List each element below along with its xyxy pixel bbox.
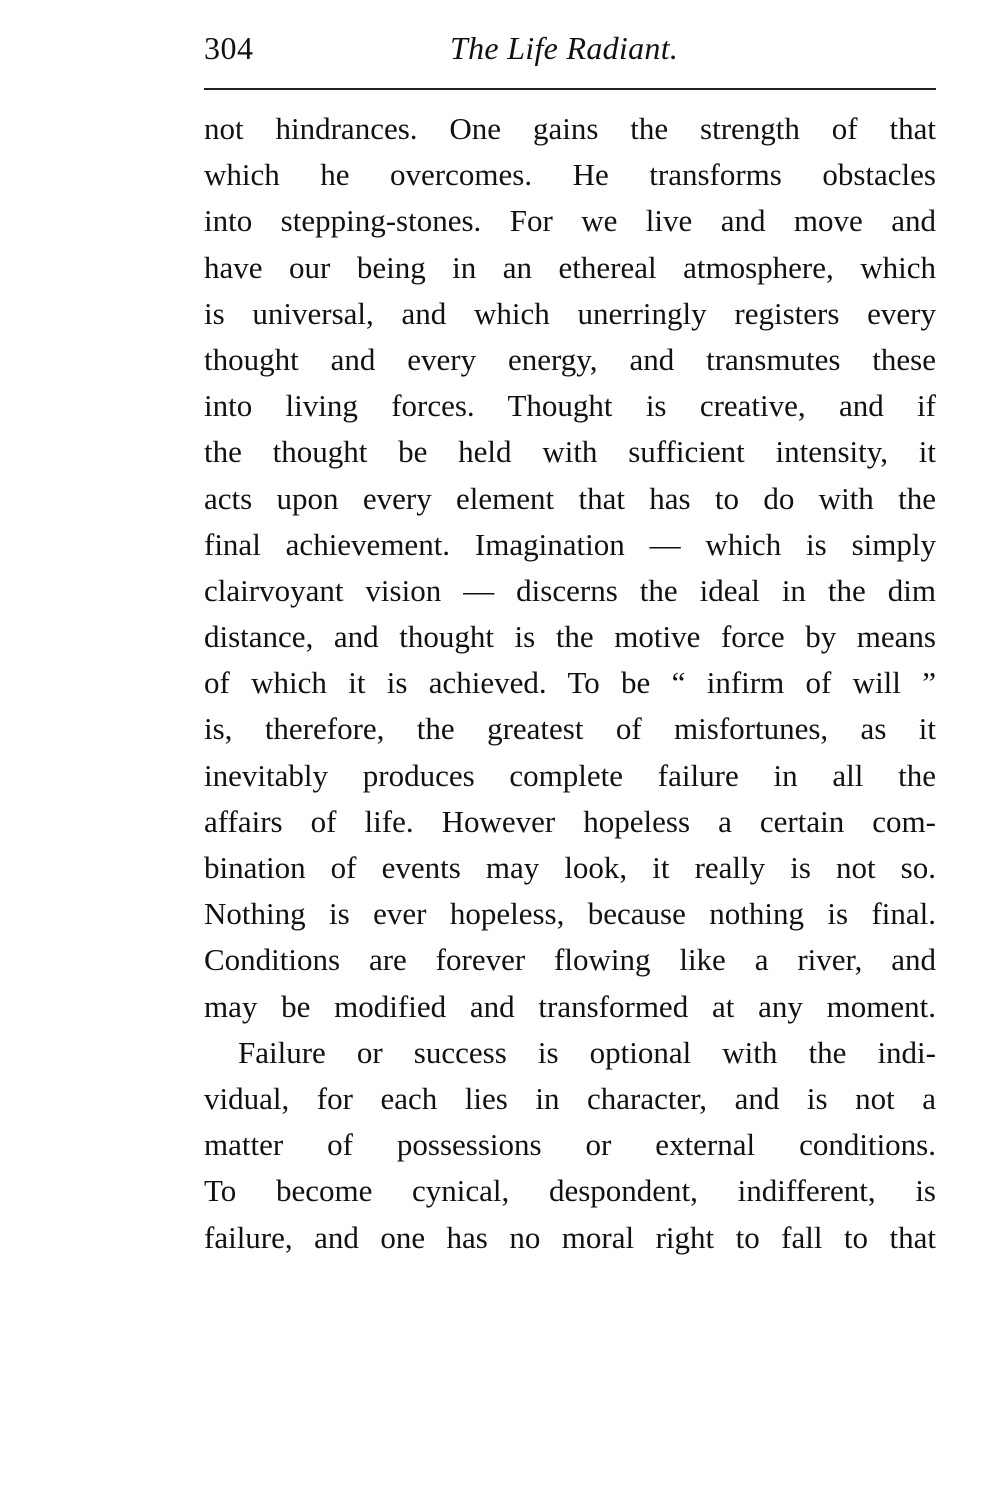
text-line: into living forces. Thought is creative, and if [204, 388, 936, 424]
text-line: vidual, for each lies in character, and is not a [204, 1080, 936, 1116]
text-line: into stepping-stones. For we live and move and [204, 203, 936, 239]
text-line: final achievement. Imagination — which is simply [204, 526, 936, 562]
text-line: failure, and one has no moral right to fall to that [204, 1219, 936, 1255]
text-line: have our being in an ethereal atmosphere, which [204, 249, 936, 285]
paragraph-1 [204, 106, 936, 1030]
header-rule [204, 88, 936, 90]
text-line: inevitably produces complete failure in all the [204, 757, 936, 793]
running-title: The Life Radiant. [450, 30, 679, 66]
text-line: clairvoyant vision — discerns the ideal in the dim [204, 572, 936, 608]
text-line: which he overcomes. He transforms obstacles [204, 157, 936, 193]
text-line: bination of events may look, it really is not so. [204, 850, 936, 885]
running-head [204, 22, 936, 70]
text-line: of which it is achieved. To be “ infirm of will ” [204, 665, 936, 701]
text-line: distance, and thought is the motive force by means [204, 619, 936, 655]
text-line: is, therefore, the greatest of misfortunes, as it [204, 711, 936, 747]
text-line: thought and every energy, and transmutes these [204, 341, 936, 377]
text-line: Nothing is ever hopeless, because nothing is final. [204, 896, 936, 932]
text-line: acts upon every element that has to do with the [204, 480, 936, 516]
body-text [204, 106, 936, 1261]
text-line: is universal, and which unerringly registers every [204, 295, 936, 331]
text-line: To become cynical, despondent, indifferent, is [204, 1173, 936, 1209]
page-number: 304 [204, 30, 254, 66]
text-line: matter of possessions or external conditions. [204, 1127, 936, 1163]
text-line: Conditions are forever flowing like a river, and [204, 942, 936, 978]
text-line: not hindrances. One gains the strength of that [204, 111, 936, 146]
text-line: affairs of life. However hopeless a certain com- [204, 803, 936, 839]
text-line: the thought be held with sufficient intensity, it [204, 434, 936, 470]
paragraph-2 [204, 1030, 936, 1261]
text-line: may be modified and transformed at any moment. [204, 988, 936, 1024]
text-line: Failure or success is optional with the indi- [238, 1034, 936, 1070]
